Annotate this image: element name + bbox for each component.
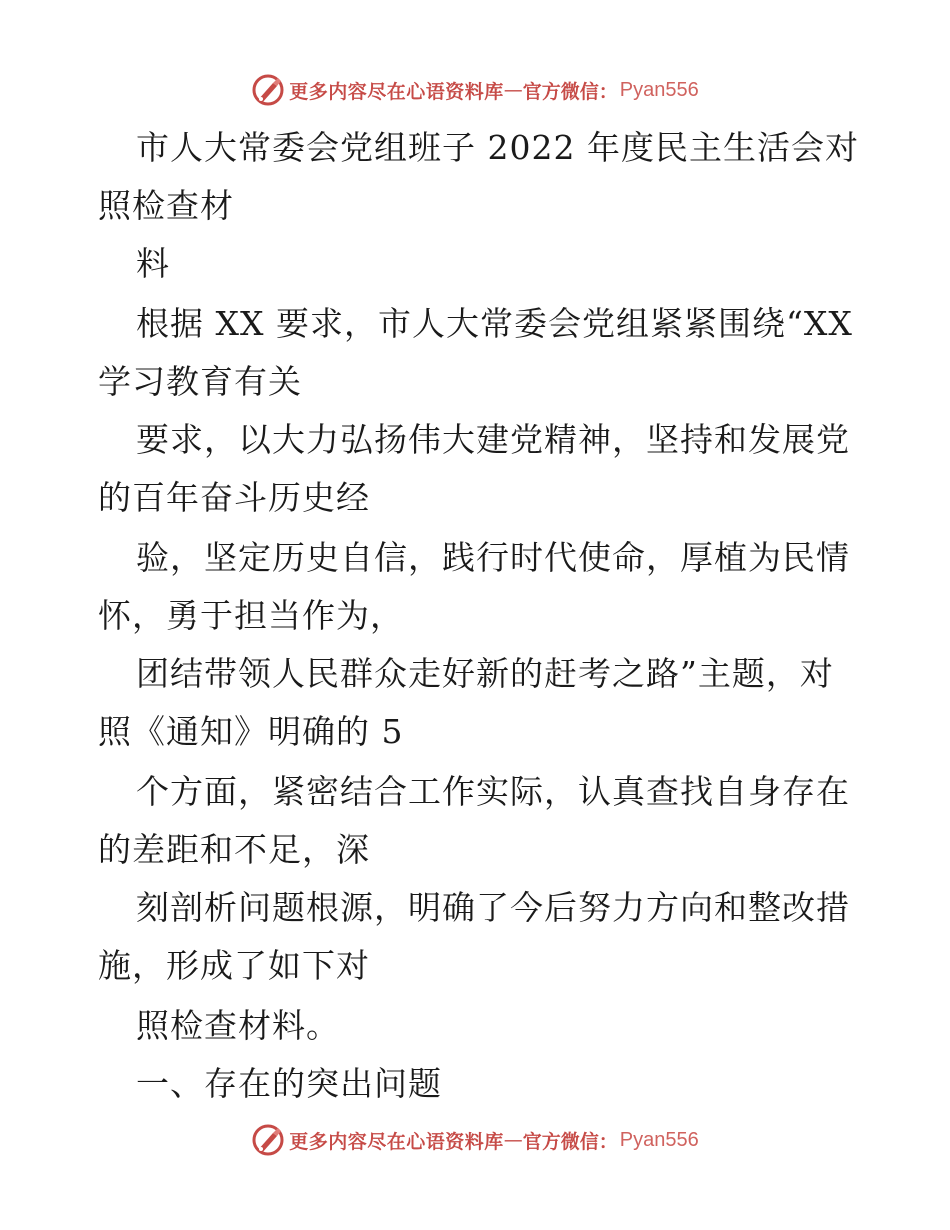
- paragraph-line: 的差距和不足，深: [98, 830, 370, 869]
- watermark-header: [0, 72, 950, 108]
- watermark-wechat-label: 官方微信：: [522, 80, 618, 103]
- watermark-site-text: 更多内容尽在心语资料库: [289, 80, 504, 103]
- watermark-wechat-id: Pyan556: [619, 78, 699, 101]
- paragraph-line: 学习教育有关: [98, 362, 302, 401]
- watermark-separator: —: [503, 79, 523, 101]
- watermark-footer: [0, 1122, 950, 1158]
- document-title-line-1: 市人大常委会党组班子 2022 年度民主生活会对: [136, 128, 859, 167]
- paragraph-line: 的百年奋斗历史经: [98, 478, 370, 517]
- paragraph-line: 个方面，紧密结合工作实际，认真查找自身存在: [136, 772, 850, 811]
- paragraph-line: 照《通知》明确的 5: [98, 712, 404, 751]
- paragraph-line: 根据 XX 要求，市人大常委会党组紧紧围绕“XX: [136, 304, 853, 343]
- watermark-separator: —: [503, 1129, 523, 1151]
- paragraph-line: 要求，以大力弘扬伟大建党精神，坚持和发展党: [136, 420, 850, 459]
- section-heading: 一、存在的突出问题: [136, 1064, 442, 1103]
- paragraph-line: 团结带领人民群众走好新的赶考之路”主题，对: [136, 654, 834, 693]
- pen-logo-icon: [251, 73, 285, 107]
- pen-logo-icon: [251, 1123, 285, 1157]
- paragraph-line: 照检查材料。: [136, 1006, 340, 1045]
- document-title-line-3: 料: [136, 244, 170, 283]
- watermark-wechat-label: 官方微信：: [522, 1130, 618, 1153]
- watermark-site-text: 更多内容尽在心语资料库: [289, 1130, 504, 1153]
- paragraph-line: 怀，勇于担当作为，: [98, 596, 404, 635]
- paragraph-line: 刻剖析问题根源，明确了今后努力方向和整改措: [136, 888, 850, 927]
- paragraph-line: 施，形成了如下对: [98, 946, 370, 985]
- paragraph-line: 验，坚定历史自信，践行时代使命，厚植为民情: [136, 538, 850, 577]
- document-title-line-2: 照检查材: [98, 186, 234, 225]
- watermark-wechat-id: Pyan556: [619, 1128, 699, 1151]
